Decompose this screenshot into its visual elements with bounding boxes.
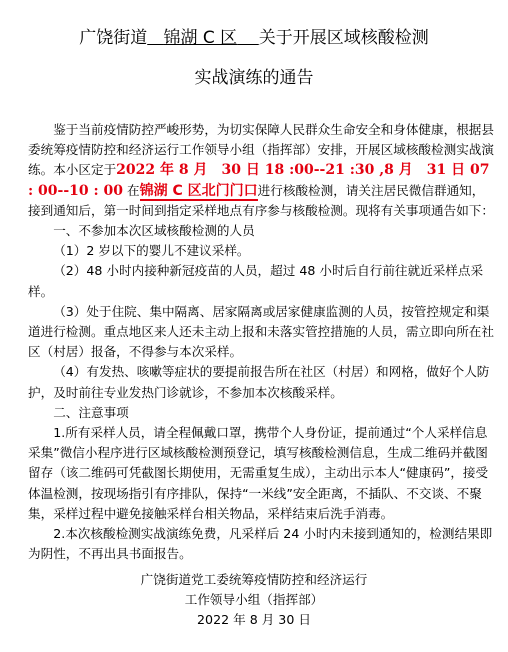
- section1-item: （2）48 小时内接种新冠疫苗的人员，超过 48 小时后自行前往就近采样点采样。: [28, 263, 484, 299]
- notice-title-line1: [0, 26, 508, 50]
- section1-item: （4）有发热、咳嗽等症状的要提前报告所在社区（村居）和网格，做好个人防护，及时前往专业发热门诊就诊，不参加本次核酸采样。: [28, 364, 490, 400]
- title-place: 锦湖 C 区: [163, 28, 238, 48]
- test-location: 锦湖 C 区北门门口: [139, 182, 258, 199]
- time-separator: ,: [374, 162, 385, 179]
- time-range-2: 8 月 31 日 07 : 00--10 : 00: [28, 162, 490, 199]
- time-range-1: 2022 年 8 月 30 日 18 :00--21 :30: [116, 162, 375, 179]
- section2-heading: 二、注意事项: [53, 404, 129, 420]
- section2-item: 1.所有采样人员，请全程佩戴口罩，携带个人身份证，提前通过“个人采样信息采集”微信小程序进行区域核酸检测预登记，填写核酸检测信息，生成二维码并截图留存（该二维码可凭截图长期使用，无需重复生成），主动出示本人“健康码”，接受体温检测，按现场指引有序排队，保持“一米线”安全距离，不插队、不交谈、不聚集，采样过程中避免接触采样台相关物品，采样结束后洗手消毒。: [28, 425, 489, 521]
- signature-date: 2022 年 8 月 30 日: [197, 612, 311, 627]
- section1-heading: 一、不参加本次区域核酸检测的人员: [53, 223, 255, 239]
- notice-title-line2: 实战演练的通告: [194, 68, 314, 88]
- signature-org-line1: 广饶街道党工委统筹疫情防控和经济运行: [140, 572, 368, 587]
- section2-item: 2.本次核酸检测实战演练免费，凡采样后 24 小时内未接到通知的，检测结果即为阴性，不再出具书面报告。: [28, 526, 493, 562]
- title-prefix: 广饶街道: [79, 28, 148, 48]
- intro-paragraph: 鉴于当前疫情防控严峻形势，为切实保障人民群众生命安全和身体健康，根据县委统筹疫情防控和经济运行工作领导小组（指挥部）安排，开展区域核酸检测实战演练。本小区定于2022 年 8 月 30 日 18 :00--21 :30 ,8 月 31 日 07 : 00--10 : 00 在锦湖 C 区北门门口进行核酸检测，请关注居民微信群通知，接到通知后，第一时间到指定采样地点有序参与核酸检测。现将有关事项通告如下：: [28, 122, 494, 218]
- section1-item: （3）处于住院、集中隔离、居家隔离或居家健康监测的人员，按管控规定和渠道进行检测。重点地区来人还未主动上报和未落实管控措施的人员，需立即向所在社区（村居）报备，不得参与本次采样。: [28, 303, 494, 360]
- section1-item: （1）2 岁以下的婴儿不建议采样。: [53, 243, 250, 259]
- signature-org-line2: 工作领导小组（指挥部）: [184, 592, 324, 607]
- title-suffix: 关于开展区域核酸检测: [258, 28, 429, 48]
- notice-body: [28, 120, 496, 564]
